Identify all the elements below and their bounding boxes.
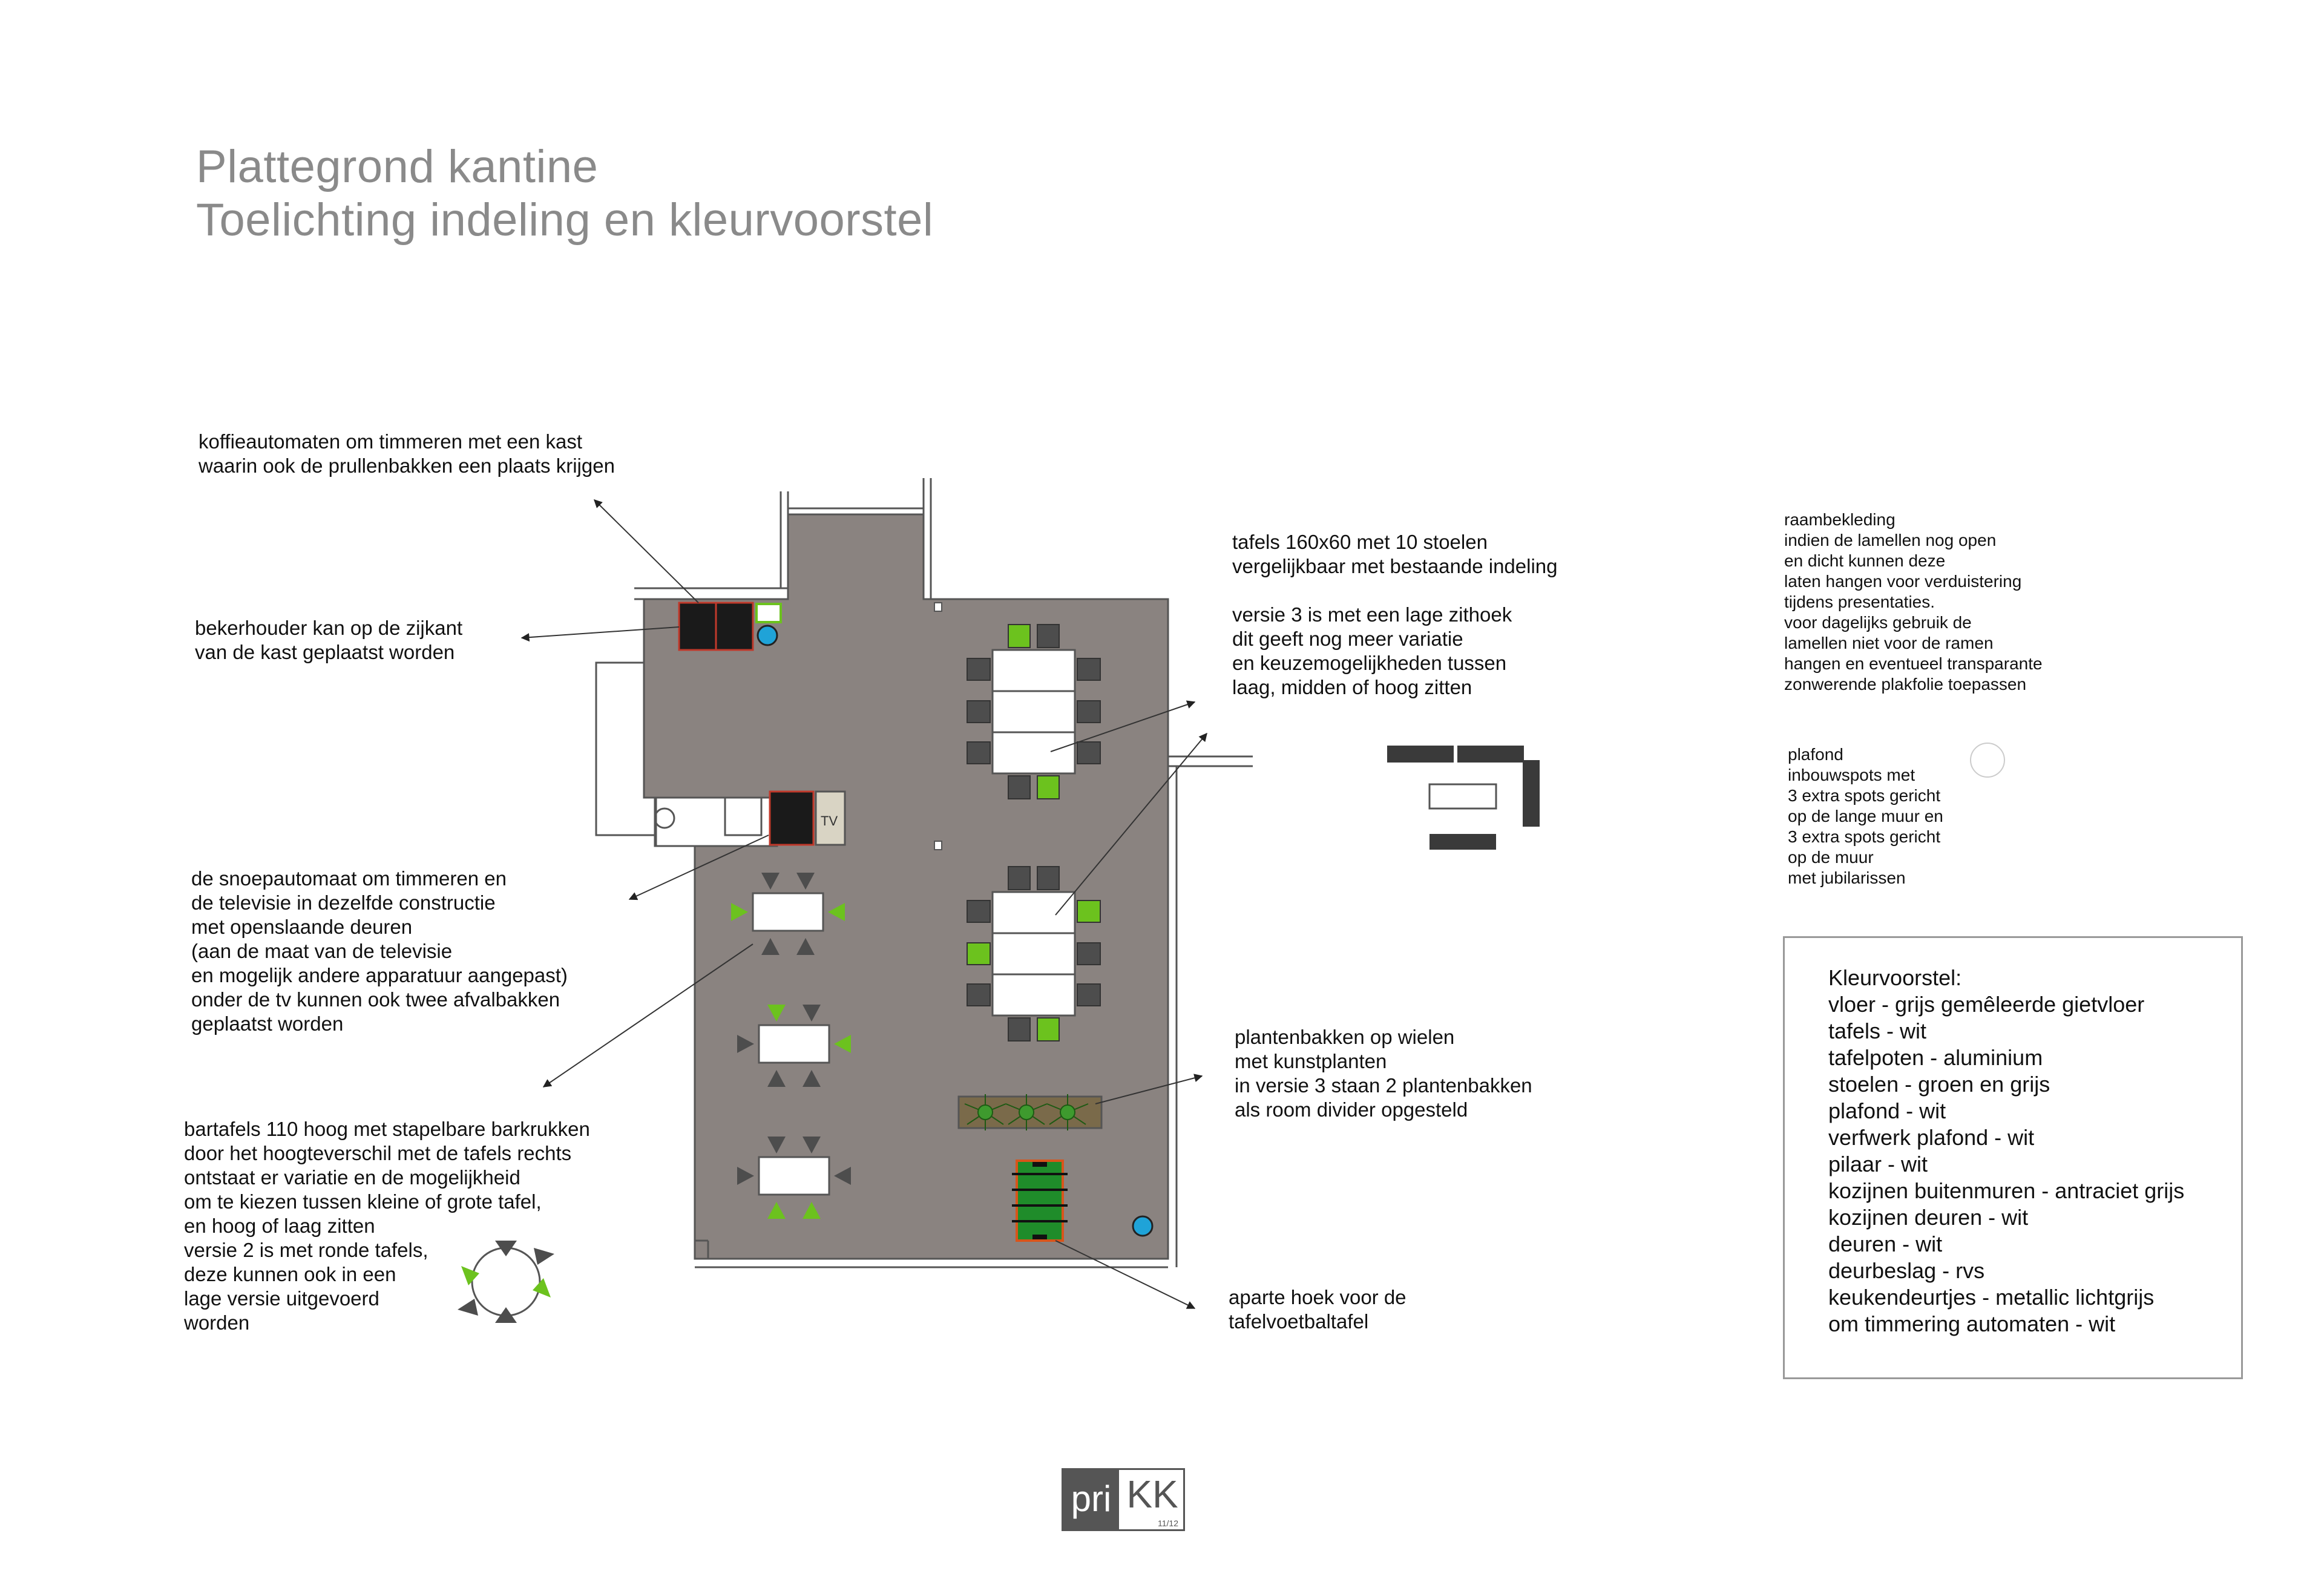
chair: [1008, 625, 1030, 648]
table: [993, 892, 1075, 933]
note-bekerhouder: bekerhouder kan op de zijkant van de kast geplaatst worden: [195, 617, 463, 663]
legend-item: tafels - wit: [1828, 1019, 1927, 1043]
logo-right: KK: [1126, 1472, 1178, 1516]
bar-table: [759, 1157, 829, 1195]
chair: [1037, 625, 1059, 648]
legend-item: keukendeurtjes - metallic lichtgrijs: [1828, 1285, 2155, 1310]
legend-item: plafond - wit: [1828, 1098, 1946, 1123]
cup-holder: [757, 604, 781, 622]
note-plantenbakken: plantenbakken op wielen met kunstplanten in versie 3 staan 2 plantenbakken als room divider opgesteld: [1235, 1026, 1532, 1121]
chair: [1077, 943, 1100, 965]
tv-label: TV: [821, 813, 838, 828]
pillar: [934, 603, 942, 611]
logo-left: pri: [1063, 1470, 1119, 1529]
table: [993, 974, 1075, 1015]
legend-item: kozijnen deuren - wit: [1828, 1205, 2029, 1230]
legend-item: verfwerk plafond - wit: [1828, 1125, 2035, 1150]
chair: [967, 984, 990, 1006]
note-raambekleding: raambekleding indien de lamellen nog open en dicht kunnen deze laten hangen voor verduistering tijdens presentaties. voor dagelijks gebruik de lamellen niet voor de ramen hangen en eventueel transparante zonwerende plakfolie toepassen: [1784, 510, 2043, 694]
chair: [1037, 776, 1059, 799]
chair: [1077, 701, 1100, 723]
chair: [1077, 984, 1100, 1006]
pillar: [934, 841, 942, 850]
page-subtitle: Toelichting indeling en kleurvoorstel: [196, 194, 934, 246]
table: [993, 732, 1075, 773]
chair: [967, 658, 990, 680]
note-tafelvoetbal: aparte hoek voor de tafelvoetbaltafel: [1229, 1286, 1407, 1333]
legend-item: pilaar - wit: [1828, 1152, 1928, 1176]
note-plafond: plafond inbouwspots met 3 extra spots gericht op de lange muur en 3 extra spots gericht op de muur met jubilarissen: [1788, 745, 1943, 887]
page-title: Plattegrond kantine: [196, 141, 599, 192]
note-tafels: tafels 160x60 met 10 stoelen vergelijkbaar met bestaande indeling versie 3 is met een lage zithoek dit geeft nog meer variatie en keuzemogelijkheden tussen laag, midden of hoog zitten: [1232, 531, 1558, 698]
table: [993, 650, 1075, 691]
legend-item: om timmering automaten - wit: [1828, 1311, 2116, 1336]
table: [993, 933, 1075, 974]
page-number: 11/12: [1158, 1518, 1178, 1528]
chair: [967, 742, 990, 764]
bar-table: [753, 893, 823, 931]
chair: [967, 943, 990, 965]
snack-machine: [770, 792, 813, 845]
chair: [1008, 1018, 1030, 1041]
chair: [1077, 742, 1100, 764]
chair: [1008, 776, 1030, 799]
legend-item: kozijnen buitenmuren - antraciet grijs: [1828, 1178, 2185, 1203]
legend-item: tafelpoten - aluminium: [1828, 1045, 2043, 1070]
dishwasher: [725, 798, 761, 835]
note-koffieautomaten: koffieautomaten om timmeren met een kast waarin ook de prullenbakken een plaats krijgen: [199, 430, 615, 477]
bar-table: [759, 1025, 829, 1063]
table: [993, 691, 1075, 732]
planter: [959, 1094, 1101, 1130]
waste-bin-icon: [758, 626, 777, 645]
waste-bin-icon: [1133, 1216, 1152, 1236]
chair: [967, 900, 990, 922]
legend-item: vloer - grijs gemêleerde gietvloer: [1828, 992, 2145, 1017]
color-proposal-legend: [1783, 936, 2243, 1379]
chair: [1077, 900, 1100, 922]
ceiling-spot-icon: [1971, 743, 2004, 777]
chair: [967, 701, 990, 723]
legend-heading: Kleurvoorstel:: [1828, 965, 1962, 990]
legend-item: stoelen - groen en grijs: [1828, 1072, 2050, 1097]
chair: [1037, 867, 1059, 890]
note-bartafels: bartafels 110 hoog met stapelbare barkrukken door het hoogteverschil met de tafels rechts ontstaat er variatie en de mogelijkheid om te kiezen tussen kleine of grote tafel, en hoog of laag zitten versie 2 is met ronde tafels, deze kunnen ook in een lage versie uitgevoerd worden: [184, 1118, 590, 1334]
lounge-sofa-icon: [1387, 746, 1540, 850]
note-snoepautomaat: de snoepautomaat om timmeren en de televisie in dezelfde constructie met openslaande deuren (aan de maat van de televisie en mogelijk andere apparatuur aangepast) onder de tv kunnen ook twee afvalbakken geplaatst worden: [191, 867, 568, 1035]
chair: [1077, 658, 1100, 680]
foosball-table: [1012, 1161, 1068, 1241]
prikk-logo: [1062, 1468, 1185, 1531]
chair: [1008, 867, 1030, 890]
legend-item: deuren - wit: [1828, 1232, 1943, 1256]
chair: [1037, 1018, 1059, 1041]
legend-item: deurbeslag - rvs: [1828, 1258, 1985, 1283]
